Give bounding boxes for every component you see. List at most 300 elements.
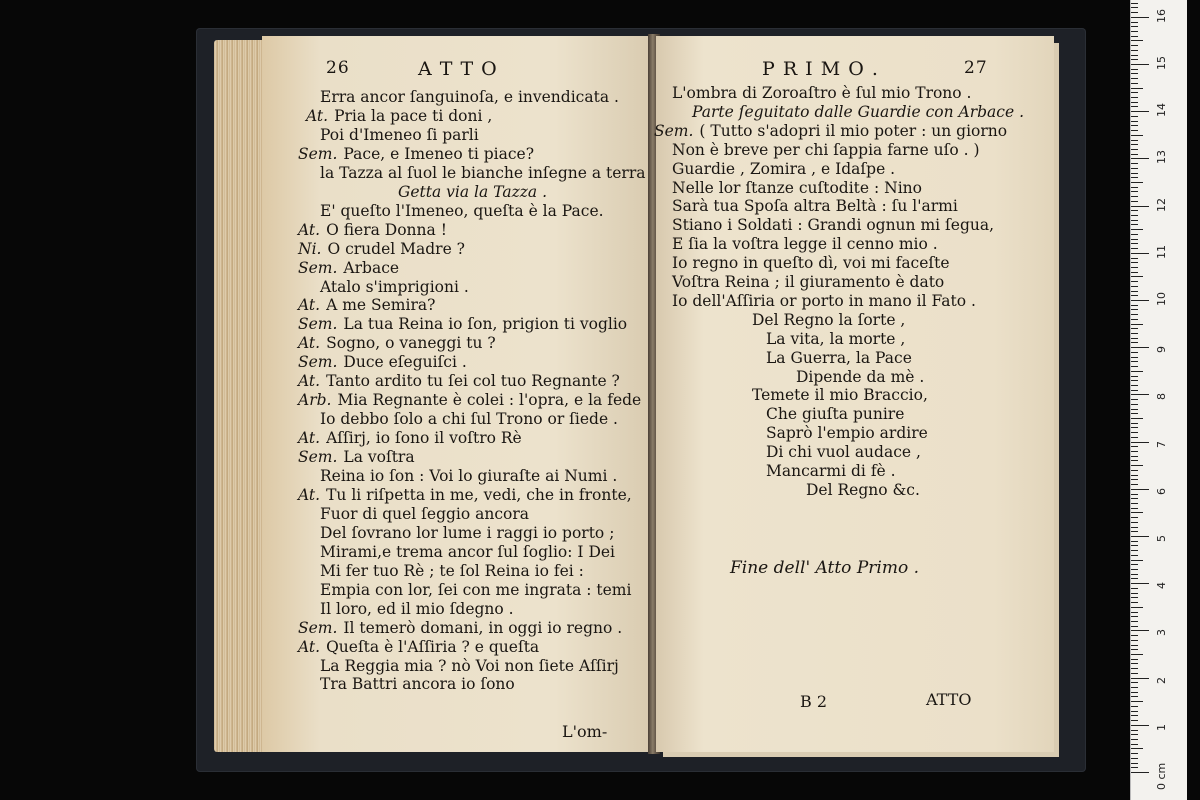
left-line xyxy=(298,353,467,371)
ruler-number: 12 xyxy=(1155,197,1168,212)
ruler-tick xyxy=(1131,423,1138,424)
verse-text: Queſta è l'Aſſiria ? e queſta xyxy=(326,637,540,656)
ruler-tick xyxy=(1131,140,1138,141)
verse-text: Tra Battri ancora io ſono xyxy=(320,675,515,694)
right-line xyxy=(672,141,980,159)
ruler-tick xyxy=(1131,494,1138,495)
ruler-tick xyxy=(1131,763,1138,764)
ruler-number: 9 xyxy=(1155,346,1168,354)
speaker-label: At. xyxy=(298,296,321,315)
verse-text: Di chi vuol audace , xyxy=(766,443,921,462)
speaker-label: Sem. xyxy=(298,315,338,334)
left-line xyxy=(298,391,641,409)
running-head-left: A T T O xyxy=(418,58,498,80)
left-line xyxy=(298,334,496,352)
verse-text: Aſſirj, io ſono il voſtro Rè xyxy=(326,429,522,448)
ruler-number: 2 xyxy=(1155,676,1168,684)
verse-text: La voſtra xyxy=(343,448,415,467)
ruler-tick xyxy=(1131,531,1138,532)
ruler-tick xyxy=(1131,366,1138,367)
ruler-tick xyxy=(1131,654,1143,655)
ruler-tick xyxy=(1131,456,1138,457)
verse-text: Tanto ardito tu ſei col tuo Regnante ? xyxy=(326,372,620,391)
ruler-tick xyxy=(1131,578,1138,579)
verse-text: La Reggia mia ? nò Voi non ſiete Aſſirj xyxy=(320,656,619,675)
ruler-tick xyxy=(1131,744,1138,745)
ruler-tick xyxy=(1131,191,1138,192)
ruler-tick xyxy=(1131,649,1138,650)
right-line xyxy=(752,386,928,404)
verse-text: L'ombra di Zoroaſtro è ſul mio Trono . xyxy=(672,84,972,102)
verse-text: O fiera Donna ! xyxy=(326,220,447,239)
catchword-left: L'om- xyxy=(562,722,608,741)
verse-text: Getta via la Tazza . xyxy=(398,182,547,201)
ruler-tick xyxy=(1131,83,1138,84)
ruler-tick xyxy=(1131,437,1138,438)
left-line xyxy=(298,240,465,258)
ruler-tick xyxy=(1131,111,1149,112)
ruler-tick xyxy=(1131,739,1138,740)
verse-text: Sogno, o vaneggi tu ? xyxy=(326,334,496,353)
scale-ruler xyxy=(1130,0,1187,800)
ruler-tick xyxy=(1131,682,1138,683)
ruler-tick xyxy=(1131,352,1138,353)
ruler-tick xyxy=(1131,711,1138,712)
ruler-tick xyxy=(1131,196,1138,197)
catchword-right: ATTO xyxy=(926,690,972,709)
verse-text: Empia con lor, ſei con me ingrata : temi xyxy=(320,580,632,599)
ruler-tick xyxy=(1131,569,1138,570)
ruler-tick xyxy=(1131,479,1138,480)
ruler-tick xyxy=(1131,144,1138,145)
ruler-tick xyxy=(1131,286,1138,287)
verse-text: Arbace xyxy=(343,258,400,277)
signature-mark: B 2 xyxy=(800,692,828,711)
right-line xyxy=(672,254,950,272)
ruler-tick xyxy=(1131,210,1138,211)
ruler-tick xyxy=(1131,328,1138,329)
ruler-tick xyxy=(1131,772,1149,773)
right-line xyxy=(766,424,928,442)
left-line xyxy=(320,505,529,523)
ruler-tick xyxy=(1131,517,1138,518)
left-line xyxy=(298,296,435,314)
ruler-tick xyxy=(1131,692,1138,693)
left-line xyxy=(320,524,614,542)
ruler-tick xyxy=(1131,168,1138,169)
verse-text: Pria la pace ti doni , xyxy=(334,106,493,125)
verse-text: O crudel Madre ? xyxy=(327,239,465,258)
ruler-tick xyxy=(1131,475,1138,476)
ruler-tick xyxy=(1131,3,1138,4)
ruler-number: 3 xyxy=(1155,629,1168,637)
ruler-tick xyxy=(1131,527,1138,528)
verse-text: Reina io ſon : Voi lo giuraſte ai Numi . xyxy=(320,467,618,485)
ruler-tick xyxy=(1131,460,1138,461)
running-head-right: P R I M O . xyxy=(762,58,879,80)
speaker-label: Sem. xyxy=(298,618,338,637)
ruler-tick xyxy=(1131,612,1138,613)
ruler-tick xyxy=(1131,498,1138,499)
right-line xyxy=(766,349,912,367)
ruler-tick xyxy=(1131,442,1149,443)
speaker-label: At. xyxy=(298,372,321,391)
ruler-tick xyxy=(1131,432,1138,433)
left-line xyxy=(320,88,619,106)
ruler-number: 8 xyxy=(1155,393,1168,401)
ruler-tick xyxy=(1131,512,1143,513)
verse-text: ( Tutto s'adopri il mio poter : un giorno xyxy=(699,121,1008,140)
ruler-tick xyxy=(1131,314,1138,315)
right-line xyxy=(672,179,922,197)
speaker-label: Sem. xyxy=(654,121,694,140)
ruler-tick xyxy=(1131,88,1143,89)
ruler-tick xyxy=(1131,45,1138,46)
verse-text: Il loro, ed il mio ſdegno . xyxy=(320,599,514,618)
right-line xyxy=(672,197,958,215)
verse-text: Il temerò domani, in oggi io regno . xyxy=(343,618,623,637)
verse-text: Voſtra Reina ; il giuramento è dato xyxy=(672,273,945,291)
right-line xyxy=(766,462,896,480)
verse-text: Fuor di quel ſeggio ancora xyxy=(320,504,530,523)
ruler-tick xyxy=(1131,635,1138,636)
ruler-number: 10 xyxy=(1155,292,1168,306)
ruler-tick xyxy=(1131,135,1143,136)
ruler-tick xyxy=(1131,659,1138,660)
ruler-tick xyxy=(1131,399,1138,400)
ruler-tick xyxy=(1131,239,1138,240)
verse-text: La vita, la morte , xyxy=(766,329,906,348)
verse-text: Dipende da mè . xyxy=(796,367,925,386)
speaker-label: At. xyxy=(298,637,321,656)
verse-text: Stiano i Soldati : Grandi ognun mi ſegua, xyxy=(672,216,995,235)
left-line xyxy=(320,657,619,675)
ruler-tick xyxy=(1131,715,1138,716)
ruler-tick xyxy=(1131,295,1138,296)
page-number-right: 27 xyxy=(964,58,988,78)
verse-text: Atalo s'imprigioni . xyxy=(320,277,469,296)
ruler-number: 11 xyxy=(1155,244,1168,259)
right-line xyxy=(796,368,924,386)
ruler-tick xyxy=(1131,276,1143,277)
ruler-tick xyxy=(1131,78,1138,79)
right-line xyxy=(672,84,971,102)
verse-text: Io debbo ſolo a chi ſul Trono or ſiede . xyxy=(320,410,618,429)
ruler-tick xyxy=(1131,22,1138,23)
ruler-tick xyxy=(1131,258,1138,259)
ruler-tick xyxy=(1131,17,1149,18)
ruler-tick xyxy=(1131,59,1138,60)
verse-text: Mia Regnante è colei : l'opra, e la fede xyxy=(337,391,642,410)
ruler-tick xyxy=(1131,725,1149,726)
speaker-label: Sem. xyxy=(298,353,338,372)
right-line xyxy=(766,443,921,461)
ruler-tick xyxy=(1131,545,1138,546)
verse-text: Guardie , Zomira , e Idaſpe . xyxy=(672,159,896,178)
ruler-tick xyxy=(1131,333,1138,334)
ruler-tick xyxy=(1131,687,1138,688)
ruler-tick xyxy=(1131,248,1138,249)
ruler-tick xyxy=(1131,125,1138,126)
left-line xyxy=(320,600,514,618)
ruler-tick xyxy=(1131,409,1138,410)
right-line xyxy=(672,292,976,310)
ruler-tick xyxy=(1131,154,1138,155)
left-line xyxy=(298,259,399,277)
left-line xyxy=(298,429,522,447)
ruler-number: 13 xyxy=(1155,150,1168,165)
verse-text: Temete il mio Braccio, xyxy=(752,386,928,405)
ruler-tick xyxy=(1131,7,1138,8)
ruler-tick xyxy=(1131,380,1138,381)
verse-text: Mirami,e trema ancor ſul ſoglio: I Dei xyxy=(320,542,616,561)
ruler-tick xyxy=(1131,597,1138,598)
ruler-tick xyxy=(1131,678,1149,679)
ruler-number: 5 xyxy=(1155,535,1168,542)
ruler-tick xyxy=(1131,673,1138,674)
speaker-label: Sem. xyxy=(298,144,338,163)
right-page xyxy=(656,36,1054,752)
right-line xyxy=(766,405,904,423)
ruler-tick xyxy=(1131,522,1138,523)
speaker-label: Arb. xyxy=(298,391,332,410)
verse-text: Che giuſta punire xyxy=(766,405,905,424)
right-line xyxy=(672,216,994,234)
ruler-tick xyxy=(1131,593,1138,594)
ruler-tick xyxy=(1131,607,1143,608)
ruler-tick xyxy=(1131,616,1138,617)
ruler-tick xyxy=(1131,173,1138,174)
ruler-tick xyxy=(1131,300,1149,301)
ruler-tick xyxy=(1131,55,1138,56)
ruler-tick xyxy=(1131,446,1138,447)
ruler-tick xyxy=(1131,163,1138,164)
ruler-tick xyxy=(1131,404,1138,405)
ruler-tick xyxy=(1131,357,1138,358)
ruler-tick xyxy=(1131,116,1138,117)
ruler-tick xyxy=(1131,465,1143,466)
ruler-tick xyxy=(1131,97,1138,98)
ruler-tick xyxy=(1131,734,1138,735)
ruler-number: 6 xyxy=(1155,487,1168,495)
ruler-tick xyxy=(1131,69,1138,70)
ruler-tick xyxy=(1131,640,1138,641)
ruler-number: 16 xyxy=(1155,8,1168,23)
ruler-tick xyxy=(1131,701,1143,702)
ruler-tick xyxy=(1131,182,1143,183)
left-line xyxy=(298,315,627,333)
left-line xyxy=(320,126,479,144)
left-line xyxy=(320,467,617,485)
right-line xyxy=(766,330,905,348)
ruler-tick xyxy=(1131,224,1138,225)
ruler-tick xyxy=(1131,234,1138,235)
right-line xyxy=(672,235,938,253)
ruler-number: 0 cm xyxy=(1155,762,1168,790)
verse-text: E ſia la voſtra legge il cenno mio . xyxy=(672,235,938,254)
ruler-tick xyxy=(1131,555,1138,556)
ruler-tick xyxy=(1131,602,1138,603)
left-line xyxy=(320,164,645,182)
speaker-label: Sem. xyxy=(298,258,338,277)
right-line xyxy=(806,481,920,499)
left-line xyxy=(320,543,615,561)
ruler-tick xyxy=(1131,574,1138,575)
left-line xyxy=(298,448,415,466)
ruler-tick xyxy=(1131,696,1138,697)
ruler-tick xyxy=(1131,564,1138,565)
left-line xyxy=(320,675,515,693)
ruler-tick xyxy=(1131,508,1138,509)
ruler-tick xyxy=(1131,451,1138,452)
ruler-tick xyxy=(1131,390,1138,391)
verse-text: Tu li riſpetta in me, vedi, che in fronte, xyxy=(326,485,632,504)
verse-text: Poi d'Imeneo ſi parli xyxy=(320,125,479,144)
verse-text: Non è breve per chi ſappia farne uſo . ) xyxy=(672,140,980,159)
left-line xyxy=(306,107,492,125)
ruler-tick xyxy=(1131,630,1149,631)
ruler-tick xyxy=(1131,50,1138,51)
verse-text: Pace, e Imeneo ti piace? xyxy=(343,144,535,163)
left-page xyxy=(262,36,652,752)
right-line xyxy=(672,160,895,178)
ruler-tick xyxy=(1131,64,1149,65)
ruler-tick xyxy=(1131,106,1138,107)
ruler-tick xyxy=(1131,187,1138,188)
ruler-tick xyxy=(1131,130,1138,131)
ruler-tick xyxy=(1131,338,1138,339)
verse-text: La tua Reina io ſon, prigion ti voglio xyxy=(343,315,628,334)
ruler-tick xyxy=(1131,376,1138,377)
ruler-tick xyxy=(1131,342,1138,343)
verse-text: Del ſovrano lor lume i raggi io porto ; xyxy=(320,523,615,542)
ruler-tick xyxy=(1131,215,1138,216)
ruler-tick xyxy=(1131,309,1138,310)
ruler-tick xyxy=(1131,73,1138,74)
speaker-label: At. xyxy=(306,106,329,125)
verse-text: Io dell'Aſſiria or porto in mano il Fato . xyxy=(672,291,976,310)
speaker-label: At. xyxy=(298,429,321,448)
ruler-tick xyxy=(1131,177,1138,178)
ruler-tick xyxy=(1131,31,1138,32)
ruler-tick xyxy=(1131,206,1149,207)
ruler-tick xyxy=(1131,588,1138,589)
ruler-number: 1 xyxy=(1155,723,1168,731)
ruler-tick xyxy=(1131,503,1138,504)
ruler-tick xyxy=(1131,253,1149,254)
verse-text: la Tazza al ſuol le bianche inſegne a terra xyxy=(320,163,646,182)
ruler-number: 15 xyxy=(1155,56,1168,70)
ruler-tick xyxy=(1131,413,1138,414)
ruler-tick xyxy=(1131,324,1143,325)
ruler-tick xyxy=(1131,281,1138,282)
ruler-tick xyxy=(1131,470,1138,471)
ruler-tick xyxy=(1131,668,1138,669)
left-line xyxy=(298,486,632,504)
ruler-tick xyxy=(1131,385,1138,386)
ruler-tick xyxy=(1131,748,1143,749)
verse-text: E' queſto l'Imeneo, queſta è la Pace. xyxy=(320,201,604,220)
verse-text: Io regno in queſto dì, voi mi faceſte xyxy=(672,254,950,273)
ruler-tick xyxy=(1131,40,1143,41)
ruler-tick xyxy=(1131,12,1138,13)
left-line xyxy=(320,410,618,428)
ruler-tick xyxy=(1131,102,1138,103)
verse-text: Erra ancor ſanguinoſa, e invendicata . xyxy=(320,88,619,106)
verse-text: Saprò l'empio ardire xyxy=(766,424,928,443)
ruler-tick xyxy=(1131,550,1138,551)
left-line xyxy=(298,221,447,239)
speaker-label: At. xyxy=(298,334,321,353)
right-line xyxy=(672,273,944,291)
ruler-tick xyxy=(1131,319,1138,320)
verse-text: La Guerra, la Pace xyxy=(766,348,912,367)
ruler-tick xyxy=(1131,626,1138,627)
right-line xyxy=(654,122,1007,140)
ruler-tick xyxy=(1131,305,1138,306)
ruler-tick xyxy=(1131,418,1143,419)
ruler-tick xyxy=(1131,663,1138,664)
ruler-tick xyxy=(1131,347,1149,348)
ruler-tick xyxy=(1131,92,1138,93)
ruler-tick xyxy=(1131,394,1149,395)
ruler-tick xyxy=(1131,753,1138,754)
speaker-label: At. xyxy=(298,220,321,239)
page-number-left: 26 xyxy=(326,58,350,78)
ruler-tick xyxy=(1131,149,1138,150)
ruler-tick xyxy=(1131,158,1149,159)
left-line xyxy=(298,619,622,637)
ruler-tick xyxy=(1131,560,1143,561)
speaker-label: Ni. xyxy=(298,239,322,258)
left-line xyxy=(298,145,534,163)
ruler-tick xyxy=(1131,220,1138,221)
ruler-tick xyxy=(1131,720,1138,721)
left-line xyxy=(320,278,469,296)
left-line xyxy=(320,562,584,580)
verse-text: Mi fer tuo Rè ; te ſol Reina io fei : xyxy=(320,561,584,580)
left-line xyxy=(298,372,620,390)
verse-text: Parte ſeguitato dalle Guardie con Arbace . xyxy=(692,102,1025,121)
ruler-tick xyxy=(1131,262,1138,263)
ruler-tick xyxy=(1131,201,1138,202)
ruler-tick xyxy=(1131,229,1143,230)
ruler-number: 4 xyxy=(1155,582,1168,590)
ruler-tick xyxy=(1131,583,1149,584)
ruler-number: 14 xyxy=(1155,103,1168,118)
ruler-tick xyxy=(1131,489,1149,490)
ruler-tick xyxy=(1131,645,1138,646)
right-line xyxy=(692,103,1024,121)
ruler-tick xyxy=(1131,706,1138,707)
ruler-tick xyxy=(1131,243,1138,244)
left-line xyxy=(298,638,539,656)
speaker-label: Sem. xyxy=(298,448,338,467)
ruler-tick xyxy=(1131,371,1143,372)
ruler-tick xyxy=(1131,427,1138,428)
ruler-tick xyxy=(1131,536,1149,537)
speaker-label: At. xyxy=(298,485,321,504)
ruler-tick xyxy=(1131,26,1138,27)
ruler-tick xyxy=(1131,730,1138,731)
verse-text: Nelle lor ſtanze cuſtodite : Nino xyxy=(672,178,922,197)
ruler-tick xyxy=(1131,272,1138,273)
ruler-number: 7 xyxy=(1155,440,1168,448)
verse-text: Mancarmi di fè . xyxy=(766,462,896,480)
act-closing-line: Fine dell' Atto Primo . xyxy=(730,558,919,578)
ruler-tick xyxy=(1131,121,1138,122)
ruler-tick xyxy=(1131,361,1138,362)
